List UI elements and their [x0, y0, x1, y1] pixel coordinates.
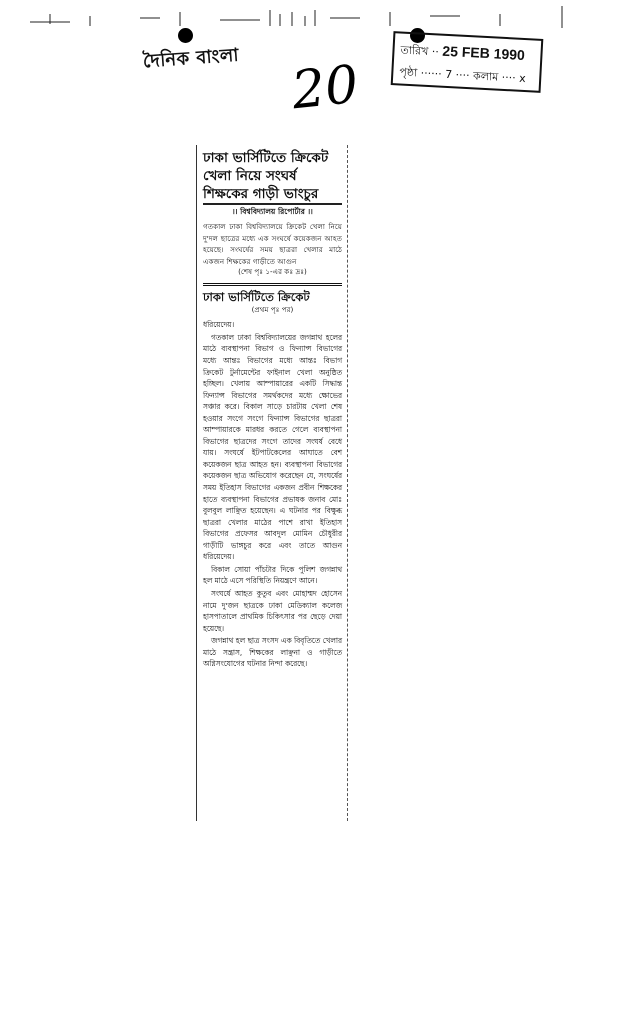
- stamp-column-label: কলাম: [472, 69, 499, 84]
- news-clipping: [196, 145, 348, 821]
- stamp-page-value: 7: [444, 67, 453, 82]
- date-stamp: তারিখ ·· 25 FEB 1990 পৃষ্ঠা ······ 7 ···· কলাম ···· x: [391, 31, 544, 93]
- headline-line: খেলা নিয়ে সংঘর্ষ: [203, 168, 297, 184]
- intro-paragraph: গতকাল ঢাকা বিশ্ববিদ্যালয়ে ক্রিকেট খেলা নিয়ে দু'দল ছাত্রের মধ্যে এক সংঘর্ষে কয়েকজন আহত হয়েছে। সংঘর্ষের সময় ছাত্ররা খেলার মাঠে একজন শিক্ষকের গাড়ীতে আগুন: [203, 222, 342, 266]
- body-paragraph: বিকাল সোয়া পাঁচটার দিকে পুলিশ জগন্নাথ হল মাঠে এসে পরিস্থিতি নিয়ন্ত্রণে আনে।: [203, 564, 342, 586]
- continuation-headline: ঢাকা ভার্সিটিতে ক্রিকেট: [203, 290, 310, 305]
- body-paragraph: জগন্নাথ হল ছাত্র সংসদ এক বিবৃতিতে খেলার মাঠে সন্ত্রাস, শিক্ষকের লাঞ্ছনা ও গাড়ীতে অগ্নিসংযোগের ঘটনার নিন্দা করেছে।: [203, 636, 342, 669]
- stamp-date-value: 25 FEB 1990: [442, 42, 526, 64]
- article-body: [203, 319, 342, 669]
- section-divider: [203, 283, 342, 286]
- body-paragraph: গতকাল ঢাকা বিশ্ববিদ্যালয়ের জগন্নাথ হলের মাঠে ব্যবস্থাপনা বিভাগ ও ফিন্যান্স বিভাগের মধ্যে আন্তঃ বিভাগের মধ্যে আন্তঃ বিভাগ ক্রিকেট টুর্নামেন্টের ফাইনাল খেলা অনুষ্ঠিত হচ্ছিল। খেলায় আম্পায়ারের একটি সিদ্ধান্ত ফিন্যান্স বিভাগের সমর্থকদের মধ্যে ক্ষোভের সঞ্চার করে। বিকাল সাড়ে চারটায় খেলা শেষ হওয়ার সংগে সংগে ফিন্যান্স বিভাগের ছাত্ররা আম্পায়ারকে মারধর করতে গেলে ব্যবস্থাপনা বিভাগের ছাত্রদের সংগে তাদের সংঘর্ষ বেধে যায়। সংঘর্ষে ইটপাটকেলের আঘাতে বেশ কয়েকজন ছাত্র আহত হন। ব্যবস্থাপনা বিভাগের কয়েকজন ছাত্র অভিযোগ করেছেন যে, সংঘর্ষের সময় ইতিহাস বিভাগের একজন প্রবীন শিক্ষকের হাতে ব্যবস্থাপনা বিভাগের প্রভাষক জনাব মোঃ বুলবুল লাঞ্ছিত হয়েছেন। এ ঘটনার পর বিক্ষুব্ধ ছাত্ররা খেলার মাঠের পাশে রাখা ইতিহাস বিভাগের প্রফেসর আবদুল মোমিন চৌধুরীর গাড়ীটি ভাঙ্গচুর করে এবং তাতে আগুন ধরিয়েদেয়।: [203, 332, 342, 562]
- ruler-marks: [30, 6, 570, 28]
- stamp-date-label: তারিখ: [400, 43, 429, 58]
- stamp-column-value: x: [518, 71, 527, 86]
- continued-note: (শেষ পৃঃ ১-এর কঃ দ্রঃ): [238, 267, 307, 277]
- newspaper-masthead: দৈনিক বাংলা: [142, 44, 240, 73]
- headline: [203, 149, 342, 205]
- headline-line: শিক্ষকের গাড়ী ভাংচুর: [203, 186, 319, 202]
- stamp-page-label: পৃষ্ঠা: [399, 65, 418, 80]
- handwritten-number: 20: [289, 54, 362, 122]
- punch-hole-left: [178, 28, 193, 43]
- body-paragraph: সংঘর্ষে আহত কুতুব এবং মোহাম্মদ হোসেন নামে দু'জন ছাত্রকে ঢাকা মেডিক্যাল কলেজ হাসপাতালে প্রাথমিক চিকিৎসার পর ছেড়ে দেয়া হয়েছে।: [203, 588, 342, 633]
- body-paragraph: ধরিয়েদেয়।: [203, 320, 235, 330]
- reporter-byline: ।। বিশ্ববিদ্যালয় রিপোর্টার ।।: [232, 207, 313, 216]
- continuation-from: (প্রথম পৃঃ পর): [251, 305, 294, 315]
- headline-line: ঢাকা ভার্সিটিতে ক্রিকেট: [203, 150, 329, 166]
